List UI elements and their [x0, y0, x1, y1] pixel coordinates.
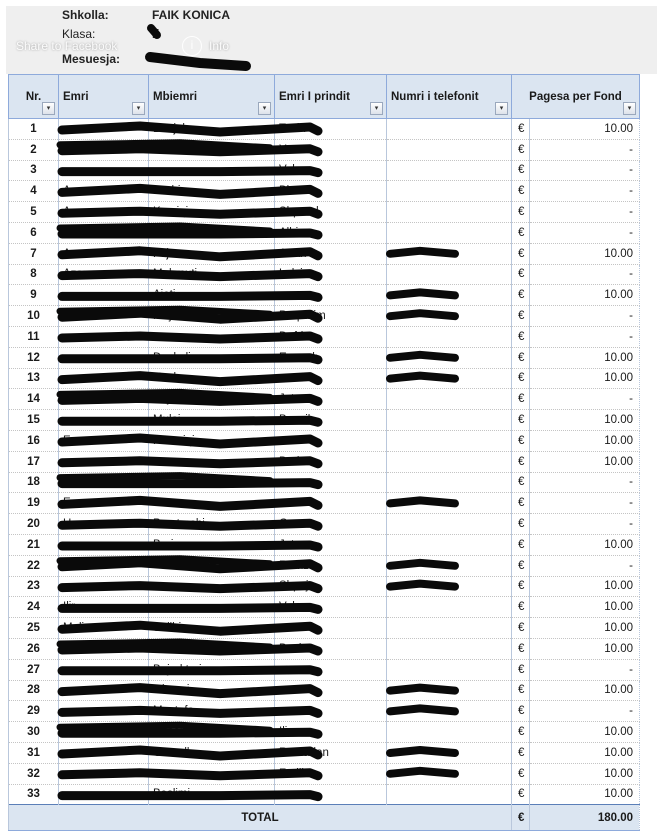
currency-symbol: € — [512, 326, 530, 347]
phone-cell[interactable] — [387, 160, 512, 181]
phone-cell[interactable] — [387, 181, 512, 202]
payment-amount-cell[interactable]: 10.00 — [530, 119, 640, 140]
phone-cell[interactable] — [387, 368, 512, 389]
col-header-emri — [59, 75, 149, 119]
row-number[interactable]: 23 — [9, 576, 59, 597]
currency-symbol: € — [512, 722, 530, 743]
parent-name-cell[interactable]: Jeton — [275, 534, 387, 555]
payment-amount-cell[interactable]: 10.00 — [530, 285, 640, 306]
table-row — [9, 368, 640, 389]
teacher-label: Mesuesja: — [62, 52, 121, 66]
phone-cell[interactable] — [387, 534, 512, 555]
col-header-label: Numri i telefonit — [391, 90, 479, 103]
col-header-label: Pagesa per Fond — [529, 90, 622, 103]
share-to-facebook-link[interactable]: Share to Facebook — [16, 39, 118, 53]
last-name-cell[interactable] — [149, 555, 275, 576]
parent-name-cell[interactable]: Jeton — [275, 389, 387, 410]
phone-cell[interactable] — [387, 389, 512, 410]
phone-cell[interactable] — [387, 202, 512, 223]
class-label: Klasa: — [62, 27, 96, 41]
payment-amount-cell[interactable]: - — [530, 555, 640, 576]
parent-name-cell[interactable] — [275, 784, 387, 805]
phone-cell[interactable] — [387, 555, 512, 576]
total-row — [9, 805, 640, 831]
last-name-cell[interactable]: Beslimi — [149, 784, 275, 805]
currency-symbol: € — [512, 181, 530, 202]
phone-cell[interactable] — [387, 493, 512, 514]
first-name-cell[interactable]: Ema — [59, 430, 149, 451]
currency-symbol: € — [512, 119, 530, 140]
table-row — [9, 264, 640, 285]
table-row — [9, 202, 640, 223]
phone-cell[interactable] — [387, 430, 512, 451]
table-row — [9, 389, 640, 410]
phone-cell[interactable] — [387, 285, 512, 306]
currency-symbol: € — [512, 597, 530, 618]
first-name-cell[interactable] — [59, 555, 149, 576]
parent-name-cell[interactable] — [275, 368, 387, 389]
payment-amount-cell[interactable]: - — [530, 389, 640, 410]
last-name-cell[interactable]: Hoxha — [149, 368, 275, 389]
payment-amount-cell[interactable]: - — [530, 306, 640, 327]
last-name-cell[interactable]: Gersalla — [149, 742, 275, 763]
first-name-cell[interactable] — [59, 160, 149, 181]
phone-cell[interactable] — [387, 722, 512, 743]
row-number[interactable]: 26 — [9, 638, 59, 659]
phone-cell[interactable] — [387, 618, 512, 639]
payment-amount-cell[interactable]: - — [530, 659, 640, 680]
school-label: Shkolla: — [62, 8, 109, 22]
phone-cell[interactable] — [387, 680, 512, 701]
parent-name-cell[interactable] — [275, 430, 387, 451]
parent-name-cell[interactable] — [275, 701, 387, 722]
total-amount: 180.00 — [530, 805, 640, 831]
filter-dropdown-button[interactable]: ▾ — [258, 102, 271, 115]
currency-symbol: € — [512, 784, 530, 805]
phone-cell[interactable] — [387, 701, 512, 722]
table-row — [9, 493, 640, 514]
row-number[interactable]: 15 — [9, 410, 59, 431]
sort-filter-button[interactable]: ▾ — [132, 102, 145, 115]
parent-name-cell[interactable]: Perparim — [275, 306, 387, 327]
currency-symbol: € — [512, 222, 530, 243]
row-number[interactable]: 22 — [9, 555, 59, 576]
currency-symbol: € — [512, 659, 530, 680]
parent-name-cell[interactable] — [275, 680, 387, 701]
currency-symbol: € — [512, 264, 530, 285]
parent-name-cell[interactable] — [275, 493, 387, 514]
last-name-cell[interactable]: Mahmuti — [149, 264, 275, 285]
first-name-cell[interactable]: Ana — [59, 243, 149, 264]
phone-cell[interactable] — [387, 742, 512, 763]
first-name-cell[interactable] — [59, 742, 149, 763]
currency-symbol: € — [512, 514, 530, 535]
row-number[interactable]: 14 — [9, 389, 59, 410]
row-number[interactable]: 12 — [9, 347, 59, 368]
payment-amount-cell[interactable]: - — [530, 701, 640, 722]
row-number[interactable]: 8 — [9, 264, 59, 285]
last-name-cell[interactable]: Bajraktari — [149, 659, 275, 680]
last-name-cell[interactable] — [149, 597, 275, 618]
phone-cell[interactable] — [387, 763, 512, 784]
currency-symbol: € — [512, 430, 530, 451]
col-header-pagesa — [512, 75, 640, 119]
first-name-cell[interactable]: Dea — [59, 389, 149, 410]
first-name-cell[interactable]: Ema — [59, 493, 149, 514]
row-number[interactable]: 1 — [9, 119, 59, 140]
phone-cell[interactable] — [387, 139, 512, 160]
payment-amount-cell[interactable]: 10.00 — [530, 722, 640, 743]
payment-amount-cell[interactable]: 10.00 — [530, 410, 640, 431]
parent-name-cell[interactable]: Tasin — [275, 119, 387, 140]
currency-symbol: € — [512, 306, 530, 327]
table-row — [9, 139, 640, 160]
phone-cell[interactable] — [387, 597, 512, 618]
parent-name-cell[interactable]: Emruch — [275, 347, 387, 368]
currency-symbol: € — [512, 763, 530, 784]
parent-name-cell[interactable] — [275, 618, 387, 639]
first-name-cell[interactable] — [59, 368, 149, 389]
table-row — [9, 347, 640, 368]
table-row — [9, 514, 640, 535]
payment-amount-cell[interactable]: 10.00 — [530, 680, 640, 701]
col-header-label: Emri I prindit — [279, 90, 350, 103]
first-name-cell[interactable]: Amar — [59, 181, 149, 202]
currency-symbol: € — [512, 576, 530, 597]
first-name-cell[interactable] — [59, 347, 149, 368]
students-table — [8, 74, 640, 831]
last-name-cell[interactable]: Mulaj — [149, 410, 275, 431]
table-row — [9, 430, 640, 451]
row-number[interactable]: 16 — [9, 430, 59, 451]
first-name-cell[interactable]: Ilir — [59, 597, 149, 618]
table-row — [9, 638, 640, 659]
row-number[interactable]: 27 — [9, 659, 59, 680]
parent-name-cell[interactable]: Albian — [275, 222, 387, 243]
parent-name-cell[interactable]: Artan — [275, 243, 387, 264]
row-number[interactable]: 5 — [9, 202, 59, 223]
row-number[interactable]: 6 — [9, 222, 59, 243]
last-name-cell[interactable]: Mustafa — [149, 701, 275, 722]
currency-symbol: € — [512, 243, 530, 264]
last-name-cell[interactable] — [149, 326, 275, 347]
parent-name-cell[interactable]: Blut — [275, 181, 387, 202]
currency-symbol: € — [512, 472, 530, 493]
parent-name-cell[interactable]: Besnik — [275, 410, 387, 431]
col-header-mbiemri — [149, 75, 275, 119]
row-number[interactable]: 11 — [9, 326, 59, 347]
first-name-cell[interactable]: Azar — [59, 264, 149, 285]
table-row — [9, 119, 640, 140]
last-name-cell[interactable]: Krasniqi — [149, 430, 275, 451]
row-number[interactable]: 10 — [9, 306, 59, 327]
phone-cell[interactable] — [387, 222, 512, 243]
last-name-cell[interactable] — [149, 763, 275, 784]
table-row — [9, 659, 640, 680]
payment-amount-cell[interactable]: - — [530, 222, 640, 243]
last-name-cell[interactable] — [149, 638, 275, 659]
first-name-cell[interactable] — [59, 763, 149, 784]
payment-amount-cell[interactable]: 10.00 — [530, 368, 640, 389]
payment-amount-cell[interactable]: - — [530, 326, 640, 347]
col-header-telefoni — [387, 75, 512, 119]
last-name-cell[interactable]: Sejdiu — [149, 389, 275, 410]
total-label: TOTAL — [9, 805, 512, 831]
col-header-label: Nr. — [25, 90, 42, 103]
row-number[interactable]: 9 — [9, 285, 59, 306]
parent-name-cell[interactable]: Valon — [275, 160, 387, 181]
phone-cell[interactable] — [387, 326, 512, 347]
table-row — [9, 472, 640, 493]
parent-name-cell[interactable]: Defrim — [275, 326, 387, 347]
col-header-emri-prindit — [275, 75, 387, 119]
table-row — [9, 763, 640, 784]
parent-name-cell[interactable]: Yzer — [275, 139, 387, 160]
table-row — [9, 680, 640, 701]
first-name-cell[interactable] — [59, 285, 149, 306]
first-name-cell[interactable] — [59, 222, 149, 243]
last-name-cell[interactable]: Shabani — [149, 222, 275, 243]
row-number[interactable]: 28 — [9, 680, 59, 701]
currency-symbol: € — [512, 285, 530, 306]
filter-dropdown-button[interactable]: ▾ — [370, 102, 383, 115]
first-name-cell[interactable] — [59, 659, 149, 680]
phone-cell[interactable] — [387, 659, 512, 680]
first-name-cell[interactable]: Malin — [59, 618, 149, 639]
currency-symbol: € — [512, 389, 530, 410]
parent-name-cell[interactable]: Besim — [275, 638, 387, 659]
payment-amount-cell[interactable]: 10.00 — [530, 243, 640, 264]
row-number[interactable]: 4 — [9, 181, 59, 202]
parent-name-cell[interactable]: Ramadan — [275, 742, 387, 763]
phone-cell[interactable] — [387, 472, 512, 493]
payment-amount-cell[interactable]: 10.00 — [530, 347, 640, 368]
row-number[interactable]: 31 — [9, 742, 59, 763]
parent-name-cell[interactable]: Remzi — [275, 555, 387, 576]
payment-amount-cell[interactable]: 10.00 — [530, 576, 640, 597]
currency-symbol: € — [512, 347, 530, 368]
first-name-cell[interactable] — [59, 451, 149, 472]
parent-name-cell[interactable] — [275, 659, 387, 680]
info-link[interactable]: Info — [209, 39, 230, 53]
first-name-cell[interactable] — [59, 119, 149, 140]
parent-name-cell[interactable]: Shpejt — [275, 576, 387, 597]
first-name-cell[interactable] — [59, 326, 149, 347]
table-row — [9, 784, 640, 805]
first-name-cell[interactable] — [59, 410, 149, 431]
col-header-nr — [9, 75, 59, 119]
row-number[interactable]: 19 — [9, 493, 59, 514]
last-name-cell[interactable]: Berin — [149, 534, 275, 555]
table-row — [9, 555, 640, 576]
row-number[interactable]: 2 — [9, 139, 59, 160]
class-value: I/ — [152, 27, 159, 41]
filter-dropdown-button[interactable]: ▾ — [495, 102, 508, 115]
currency-symbol: € — [512, 555, 530, 576]
first-name-cell[interactable] — [59, 139, 149, 160]
parent-name-cell[interactable]: Genc — [275, 514, 387, 535]
parent-name-cell[interactable] — [275, 472, 387, 493]
phone-cell[interactable] — [387, 410, 512, 431]
table-row — [9, 160, 640, 181]
payment-amount-cell[interactable]: 10.00 — [530, 451, 640, 472]
table-row — [9, 701, 640, 722]
last-name-cell[interactable]: Bunjaku — [149, 119, 275, 140]
payment-amount-cell[interactable]: - — [530, 139, 640, 160]
last-name-cell[interactable] — [149, 451, 275, 472]
last-name-cell[interactable]: Mejiti — [149, 306, 275, 327]
table-row — [9, 222, 640, 243]
payment-amount-cell[interactable]: 10.00 — [530, 618, 640, 639]
payment-amount-cell[interactable]: 10.00 — [530, 763, 640, 784]
currency-symbol: € — [512, 742, 530, 763]
col-header-label: Mbiemri — [153, 90, 198, 103]
payment-amount-cell[interactable]: - — [530, 472, 640, 493]
row-number[interactable]: 24 — [9, 597, 59, 618]
currency-symbol: € — [512, 680, 530, 701]
phone-cell[interactable] — [387, 243, 512, 264]
payment-amount-cell[interactable]: - — [530, 202, 640, 223]
table-row — [9, 722, 640, 743]
table-header-row — [9, 75, 640, 119]
phone-cell[interactable] — [387, 347, 512, 368]
school-info-header — [6, 6, 657, 74]
spreadsheet-page — [6, 6, 657, 832]
first-name-cell[interactable]: Hana — [59, 514, 149, 535]
last-name-cell[interactable]: Prestreshi — [149, 514, 275, 535]
currency-symbol: € — [512, 618, 530, 639]
parent-name-cell[interactable]: Lulzim — [275, 264, 387, 285]
row-number[interactable]: 13 — [9, 368, 59, 389]
parent-name-cell[interactable] — [275, 285, 387, 306]
filter-dropdown-button[interactable]: ▾ — [42, 102, 55, 115]
table-row — [9, 618, 640, 639]
parent-name-cell[interactable]: Shpend — [275, 202, 387, 223]
last-name-cell[interactable]: Islamaj — [149, 680, 275, 701]
payment-amount-cell[interactable]: 10.00 — [530, 742, 640, 763]
payment-amount-cell[interactable]: 10.00 — [530, 597, 640, 618]
last-name-cell[interactable]: Salihi — [149, 618, 275, 639]
row-number[interactable]: 33 — [9, 784, 59, 805]
table-row — [9, 410, 640, 431]
table-row — [9, 181, 640, 202]
row-number[interactable]: 29 — [9, 701, 59, 722]
last-name-cell[interactable]: Duskaliu — [149, 347, 275, 368]
phone-cell[interactable] — [387, 451, 512, 472]
currency-symbol: € — [512, 805, 530, 831]
table-row — [9, 326, 640, 347]
currency-symbol: € — [512, 368, 530, 389]
payment-amount-cell[interactable]: - — [530, 493, 640, 514]
payment-amount-cell[interactable]: 10.00 — [530, 638, 640, 659]
row-number[interactable]: 30 — [9, 722, 59, 743]
payment-amount-cell[interactable]: 10.00 — [530, 784, 640, 805]
currency-symbol: € — [512, 638, 530, 659]
phone-cell[interactable] — [387, 514, 512, 535]
table-row — [9, 597, 640, 618]
payment-amount-cell[interactable]: - — [530, 264, 640, 285]
phone-cell[interactable] — [387, 264, 512, 285]
last-name-cell[interactable] — [149, 493, 275, 514]
currency-symbol: € — [512, 534, 530, 555]
last-name-cell[interactable]: Ajeti — [149, 285, 275, 306]
first-name-cell[interactable] — [59, 534, 149, 555]
table-row — [9, 742, 640, 763]
currency-symbol: € — [512, 451, 530, 472]
first-name-cell[interactable] — [59, 638, 149, 659]
currency-symbol: € — [512, 701, 530, 722]
table-row — [9, 534, 640, 555]
last-name-cell[interactable]: Kamiqi — [149, 202, 275, 223]
payment-amount-cell[interactable]: - — [530, 181, 640, 202]
first-name-cell[interactable] — [59, 701, 149, 722]
row-number[interactable]: 7 — [9, 243, 59, 264]
phone-cell[interactable] — [387, 119, 512, 140]
info-icon[interactable]: i — [182, 36, 202, 56]
last-name-cell[interactable] — [149, 576, 275, 597]
table-row — [9, 285, 640, 306]
first-name-cell[interactable]: Amar — [59, 202, 149, 223]
currency-symbol: € — [512, 160, 530, 181]
last-name-cell[interactable]: Fejza — [149, 243, 275, 264]
filter-dropdown-button[interactable]: ▾ — [623, 102, 636, 115]
row-number[interactable]: 25 — [9, 618, 59, 639]
table-row — [9, 451, 640, 472]
payment-amount-cell[interactable]: 10.00 — [530, 430, 640, 451]
phone-cell[interactable] — [387, 306, 512, 327]
row-number[interactable]: 20 — [9, 514, 59, 535]
first-name-cell[interactable] — [59, 680, 149, 701]
row-number[interactable]: 3 — [9, 160, 59, 181]
last-name-cell[interactable] — [149, 160, 275, 181]
school-value: FAIK KONICA — [152, 8, 230, 22]
payment-amount-cell[interactable]: - — [530, 160, 640, 181]
phone-cell[interactable] — [387, 638, 512, 659]
table-row — [9, 576, 640, 597]
payment-amount-cell[interactable]: 10.00 — [530, 534, 640, 555]
last-name-cell[interactable]: Hasani — [149, 722, 275, 743]
row-number[interactable]: 32 — [9, 763, 59, 784]
parent-name-cell[interactable]: Valon — [275, 597, 387, 618]
first-name-cell[interactable] — [59, 722, 149, 743]
payment-amount-cell[interactable]: - — [530, 514, 640, 535]
phone-cell[interactable] — [387, 576, 512, 597]
first-name-cell[interactable] — [59, 306, 149, 327]
phone-cell[interactable] — [387, 784, 512, 805]
col-header-label: Emri — [63, 90, 89, 103]
currency-symbol: € — [512, 493, 530, 514]
row-number[interactable]: 17 — [9, 451, 59, 472]
parent-name-cell[interactable]: Burim — [275, 451, 387, 472]
first-name-cell[interactable] — [59, 784, 149, 805]
currency-symbol: € — [512, 139, 530, 160]
first-name-cell[interactable] — [59, 576, 149, 597]
currency-symbol: € — [512, 202, 530, 223]
parent-name-cell[interactable]: Ilir — [275, 722, 387, 743]
row-number[interactable]: 21 — [9, 534, 59, 555]
last-name-cell[interactable]: Jashanica — [149, 139, 275, 160]
last-name-cell[interactable]: Loxhi — [149, 181, 275, 202]
last-name-cell[interactable] — [149, 472, 275, 493]
table-row — [9, 306, 640, 327]
parent-name-cell[interactable]: Fadil — [275, 763, 387, 784]
row-number[interactable]: 18 — [9, 472, 59, 493]
currency-symbol: € — [512, 410, 530, 431]
table-row — [9, 243, 640, 264]
first-name-cell[interactable] — [59, 472, 149, 493]
